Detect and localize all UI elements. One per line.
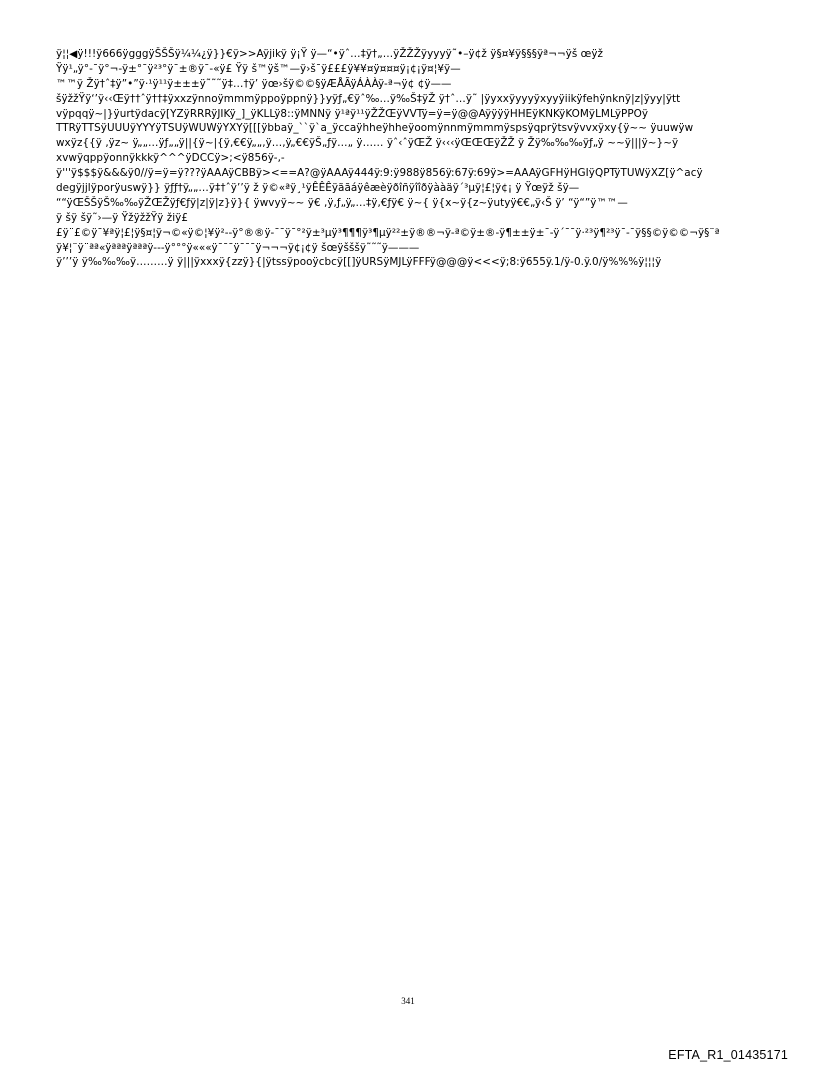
text-line: degÿjjlÿporÿuswÿ}} ÿƒƒ†ÿ„„…ÿ‡†ˆÿ’’ÿ ž ÿ©«ªÿ¸¹ÿÊÊÊÿããáÿêæèÿðîñÿîîðÿààäÿ´³µÿ¦£¦ÿ¢¡ ÿ Ÿœÿž šÿ— xyxy=(56,182,580,195)
text-line: xvwÿqppÿonnÿkkkÿ^^^ÿDCCÿ>;<ÿ856ÿ-,- xyxy=(56,152,285,165)
text-line: ÿ¥¦¨ÿ¨ªª«ÿªªªÿªªªÿ---ÿ°°°ÿ«««ÿ¯¯¯ÿ¯¯¯ÿ¬¬¬ÿ¢¡¢ÿ šœÿšššÿ˜˜˜ÿ——— xyxy=(56,241,420,254)
text-line: šÿžžŸÿ‘’ÿ‹‹Œÿ††ˆÿ††‡ÿxxzÿnnoÿmmmÿppoÿppnÿ}}yÿƒ„€ÿˆ‰…ÿ‰Š‡ÿŽ ÿ†ˆ…ÿ˜ |ÿyxxÿyyyÿxyyÿiikÿfehÿnknÿ|z|ÿyy|ÿtt xyxy=(56,92,681,105)
text-line: wxÿz{{ÿ ,ÿz~ ÿ„„…ÿƒ„„ÿ||{ÿ~|{ÿ,€€ÿ„„,ÿ…,ÿ„€€ÿŠ„ƒÿ…„ ÿ…… ÿˆ‹ˆÿŒŽ ÿ‹‹‹ÿŒŒŒÿŽŽ ÿ Žÿ‰‰‰ÿƒ„ÿ ~~ÿ|||ÿ~}~ÿ xyxy=(56,137,679,150)
document-id: EFTA_R1_01435171 xyxy=(668,1048,788,1062)
text-line: ÿ'''ÿ$$$ÿ&&&ÿ0//ÿ=ÿ=ÿ???ÿAAAÿCBBÿ><==A?@ÿAAAÿ444ÿ:9:ÿ988ÿ856ÿ:67ÿ:69ÿ>=AAAÿGFHÿHGIÿQPTÿTUWÿXZ[ÿ^acÿ xyxy=(56,167,703,180)
text-line: Ÿÿ¹„ÿ°-¯ÿ°¬-ÿ±°¯ÿ²³°ÿ¯±®ÿ¯-«ÿ£ Ÿÿ š™ÿš™—ÿ›š¯ÿ£££ÿ¥¥¤ÿ¤¤¤ÿ¡¢¡ÿ¤¦¥ÿ— xyxy=(56,62,461,75)
text-line: ““ÿŒŠŠÿŠ‰‰ÿŽŒŽÿƒ€ƒÿ|z|ÿ|z}ÿ}{ ÿwvyÿ~~ ÿ€ ,ÿ,ƒ„ÿ„…‡ÿ,€ƒÿ€ ÿ~{ ÿ{x~ÿ{z~ÿutyÿ€€„ÿ‹Š ÿ’ “ÿ“”ÿ™™— xyxy=(56,196,628,209)
page-number: 341 xyxy=(401,996,415,1006)
text-line: vÿpqqÿ~|}ÿurtÿdacÿ[YZÿRRRÿJIKÿ_]_ÿKLLÿ8::ÿMNNÿ ÿ¹ªÿ¹¹ÿŽŽŒÿVVTÿ=ÿ=ÿ@@AÿÿÿÿHHEÿKNKÿKOMÿLMLÿPPOÿ xyxy=(56,107,649,120)
garbled-text-block xyxy=(56,47,768,270)
text-line: £ÿ¨£©ÿ¯¥ªÿ¦£¦ÿ§¤¦ÿ¬©«ÿ©¦¥ÿ²--ÿ°®®ÿ-¯¯ÿ¯°²ÿ±³µÿ³¶¶¶ÿ³¶µÿ²²±ÿ®®¬ÿ-ª©ÿ±®-ÿ¶±±ÿ±¯-ÿ´¯¯ÿ·²³ÿ¶²³ÿ¯-¯ÿ§§©ÿ©©¬ÿ§¨ª xyxy=(56,226,720,239)
text-line: TTRÿTTSÿUUUÿYYYÿTSUÿWUWÿYXYÿ[[[ÿbbaÿ_``ÿ`a_ÿccaÿhheÿhheÿoomÿnnmÿmmmÿspsÿqprÿtsvÿvvxÿxy{ÿ~~ ÿuuwÿw xyxy=(56,122,694,135)
text-line: ÿ¦¦◀ÿ!!!ÿ666ÿgggÿŠŠŠÿ¼¼¿ÿ}}€ÿ>>Aÿjikÿ ÿ¡Ÿ ÿ—“•ÿˆ…‡ÿ†„…ÿŽŽŽÿyyyÿ˜•–ÿ¢ž ÿ§¤¥ÿ§§§ÿª¬¬ÿš œÿž xyxy=(56,48,604,60)
text-line: ™™ÿ Žÿ†ˆ‡ÿ”•”ÿ·¹ÿ¹¹ÿ±±±ÿ˜˜˜ÿ‡…†ÿ’ ÿœ›šÿ©©§ÿÆÅÃÿÁÀÀÿ-ª¬ÿ¢ ¢ÿ—— xyxy=(56,77,452,90)
text-line: ÿ’’’ÿ ÿ‰‰‰ÿ………ÿ ÿ|||ÿxxxÿ{zzÿ}{|ÿtssÿpooÿcbcÿ[[]ÿURSÿMJLÿFFFÿ@@@ÿ<<<ÿ;8:ÿ655ÿ.1/ÿ-0.ÿ.0/ÿ%%%ÿ¦¦¦ÿ xyxy=(56,256,662,269)
text-line: ÿ šÿ šÿ˜›—ÿ ŸžÿžžŸÿ žiÿ£ xyxy=(56,211,189,224)
